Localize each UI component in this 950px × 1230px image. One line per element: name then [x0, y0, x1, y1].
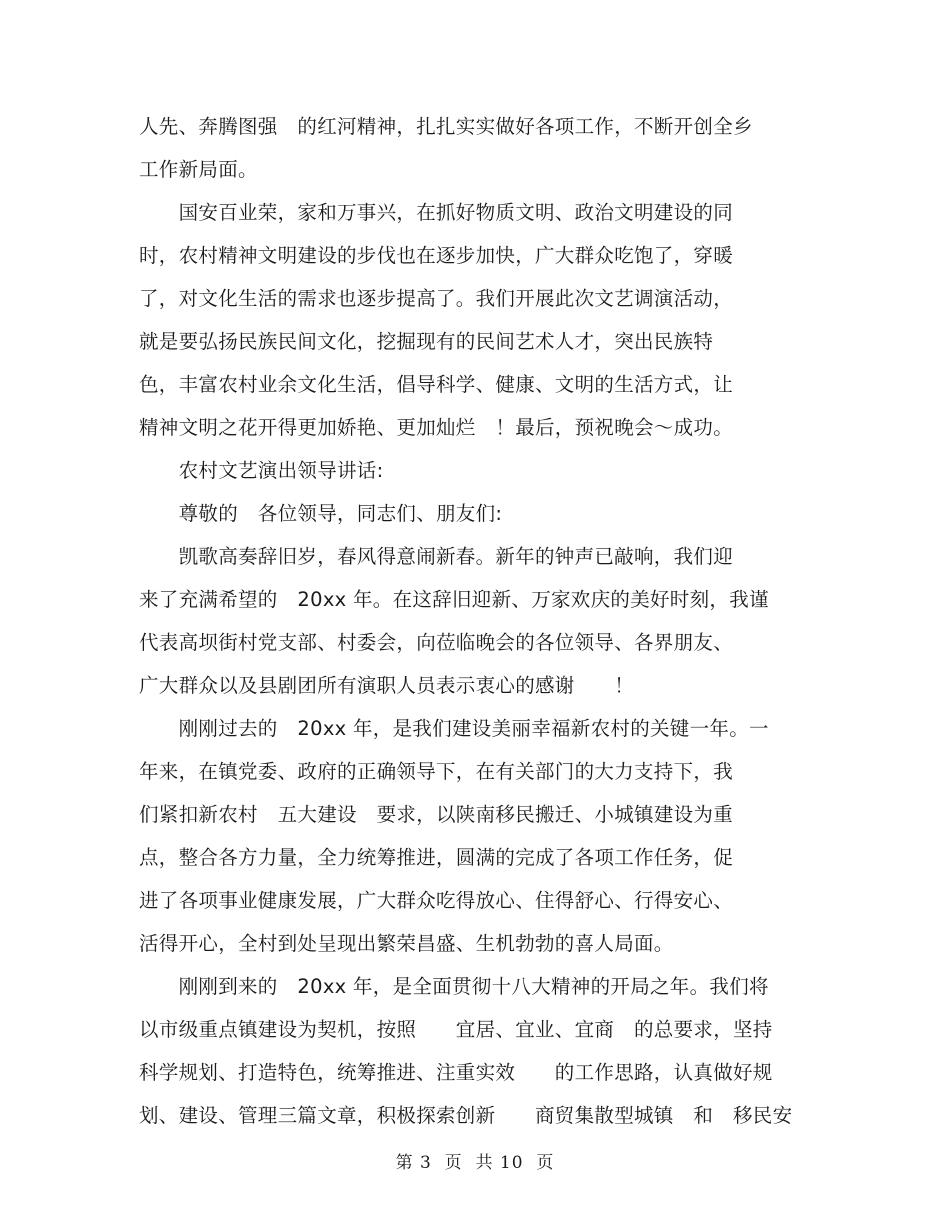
text-line: 国安百业荣，家和万事兴，在抓好物质文明、政治文明建设的同: [139, 201, 734, 224]
text-line: 科学规划、打造特色，统筹推进、注重实效 的工作思路，认真做好规: [139, 1061, 773, 1084]
section-heading: 农村文艺演出领导讲话:: [139, 459, 384, 482]
text-line: 色，丰富农村业余文化生活，倡导科学、健康、文明的生活方式，让: [139, 373, 734, 396]
text-line: 代表高坝街村党支部、村委会，向莅临晚会的各位领导、各界朋友、: [139, 631, 734, 654]
text-line: 活得开心，全村到处呈现出繁荣昌盛、生机勃勃的喜人局面。: [139, 932, 674, 955]
text-line: 点，整合各方力量，全力统筹推进，圆满的完成了各项工作任务，促: [139, 846, 734, 869]
salutation: 尊敬的 各位领导，同志们、朋友们:: [139, 502, 503, 525]
text-line: 凯歌高奏辞旧岁，春风得意闹新春。新年的钟声已敲响，我们迎: [139, 545, 734, 568]
text-line: 以市级重点镇建设为契机，按照 宜居、宜业、宜商 的总要求，坚持: [139, 1018, 773, 1041]
text-line: 年来，在镇党委、政府的正确领导下，在有关部门的大力支持下，我: [139, 760, 734, 783]
text-line: 来了充满希望的 20xx 年。在这辞旧迎新、万家欢庆的美好时刻，我谨: [139, 588, 769, 611]
text-line: 广大群众以及县剧团所有演职人员表示衷心的感谢 ！: [139, 674, 635, 697]
text-line: 了，对文化生活的需求也逐步提高了。我们开展此次文艺调演活动，: [139, 287, 734, 310]
text-line: 刚刚到来的 20xx 年，是全面贯彻十八大精神的开局之年。我们将: [139, 975, 769, 998]
text-line: 人先、奔腾图强 的红河精神，扎扎实实做好各项工作，不断开创全乡: [139, 115, 753, 138]
text-line: 精神文明之花开得更加娇艳、更加灿烂 ！最后，预祝晚会～成功。: [139, 416, 734, 439]
text-line: 进了各项事业健康发展，广大群众吃得放心、住得舒心、行得安心、: [139, 889, 734, 912]
text-line: 就是要弘扬民族民间文化，挖掘现有的民间艺术人才，突出民族特: [139, 330, 714, 353]
text-line: 刚刚过去的 20xx 年，是我们建设美丽幸福新农村的关键一年。一: [139, 717, 769, 740]
text-line: 工作新局面。: [139, 158, 258, 181]
page-number-footer: 第 3 页 共 10 页: [395, 1153, 555, 1173]
text-line: 们紧扣新农村 五大建设 要求，以陕南移民搬迁、小城镇建设为重: [139, 803, 734, 826]
text-line: 时，农村精神文明建设的步伐也在逐步加快，广大群众吃饱了，穿暖: [139, 244, 734, 267]
text-line: 划、建设、管理三篇文章，积极探索创新 商贸集散型城镇 和 移民安: [139, 1104, 793, 1127]
